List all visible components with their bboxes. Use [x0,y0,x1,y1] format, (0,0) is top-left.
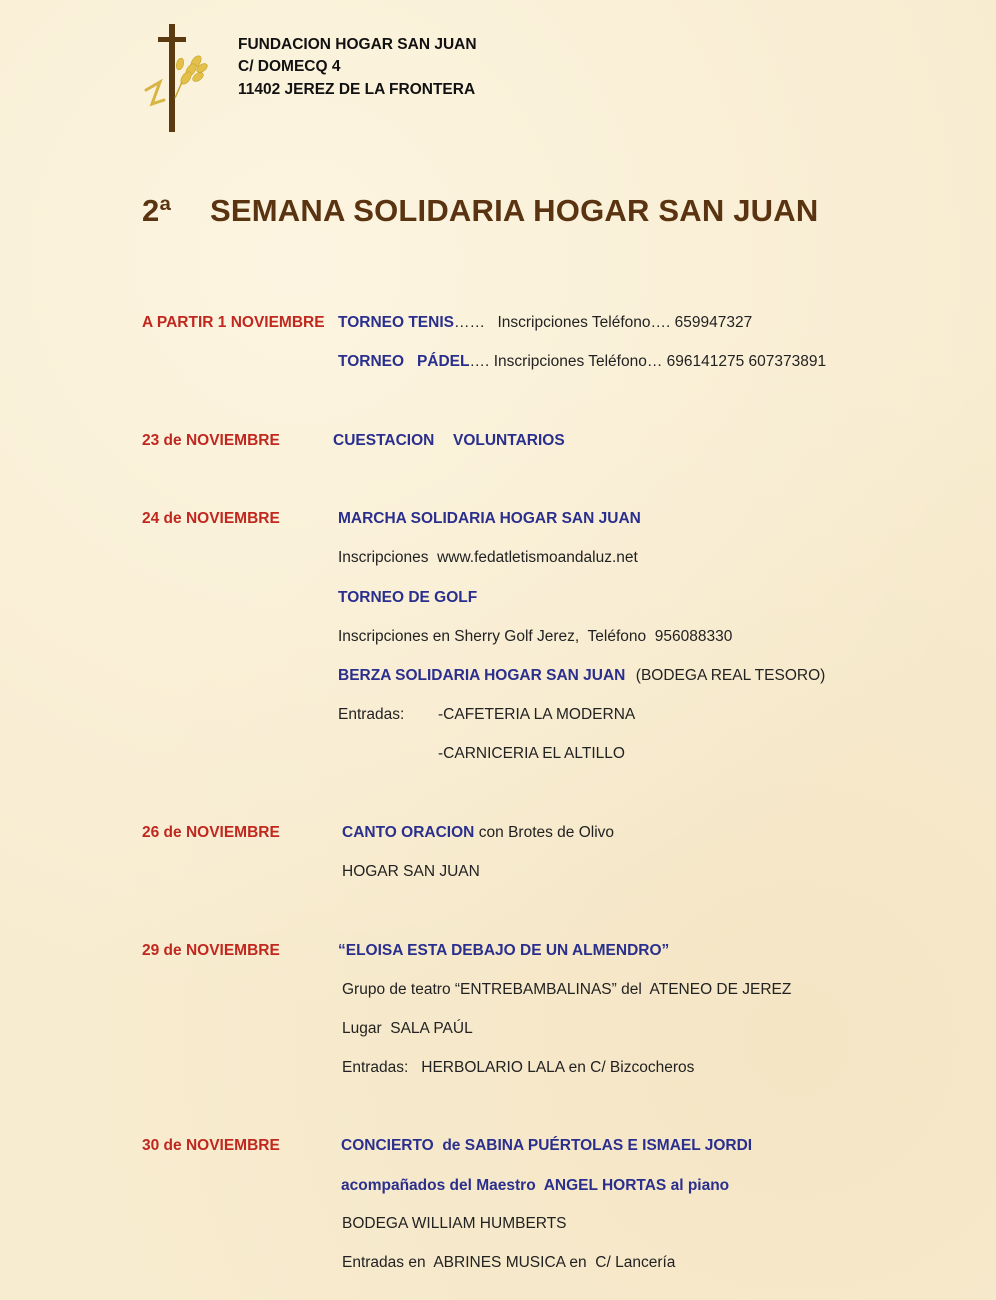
eloisa-tickets: Entradas: HERBOLARIO LALA en C/ Bizcocheros [342,1059,695,1076]
date-nov23: 23 de NOVIEMBRE [142,432,280,449]
org-city: 11402 JEREZ DE LA FRONTERA [238,81,476,98]
event-padel: TORNEO PÁDEL [338,353,470,370]
tenis-dots: …… [453,314,485,331]
date-nov24: 24 de NOVIEMBRE [142,510,280,527]
outlet-carniceria: -CARNICERIA EL ALTILLO [438,745,625,762]
event-concierto: CONCIERTO de SABINA PUÉRTOLAS E ISMAEL JORDI [341,1137,753,1154]
date-nov1: A PARTIR 1 NOVIEMBRE [142,314,325,331]
concierto-place: BODEGA WILLIAM HUMBERTS [342,1215,567,1232]
title-number: 2ª [142,193,172,228]
event-padel-line [338,353,826,371]
berza-venue: (BODEGA REAL TESORO) [635,667,826,684]
event-tenis-line [338,314,752,332]
date-nov30: 30 de NOVIEMBRE [142,1137,280,1154]
outlet-cafeteria: -CAFETERIA LA MODERNA [438,706,636,723]
event-canto-line [342,824,614,842]
event-golf: TORNEO DE GOLF [338,589,478,606]
date-nov26: 26 de NOVIEMBRE [142,824,280,841]
canto-suffix: con Brotes de Olivo [478,824,615,841]
event-eloisa: “ELOISA ESTA DEBAJO DE UN ALMENDRO” [338,942,670,959]
concierto-tickets: Entradas en ABRINES MUSICA en C/ Lancería [342,1254,676,1271]
event-concierto-line2: acompañados del Maestro ANGEL HORTAS al piano [341,1177,730,1194]
cross-wheat-logo-icon [138,20,213,138]
golf-info: Inscripciones en Sherry Golf Jerez, Teléfono 956088330 [338,628,733,645]
event-tenis: TORNEO TENIS [338,314,454,331]
org-address: C/ DOMECQ 4 [238,58,341,75]
padel-dots: …. [469,353,490,370]
event-marcha: MARCHA SOLIDARIA HOGAR SAN JUAN [338,510,641,527]
event-berza: BERZA SOLIDARIA HOGAR SAN JUAN [338,667,626,684]
date-nov29: 29 de NOVIEMBRE [142,942,280,959]
event-canto: CANTO ORACION [342,824,475,841]
tenis-info: Inscripciones Teléfono…. 659947327 [497,314,753,331]
marcha-info: Inscripciones www.fedatletismoandaluz.net [338,549,638,566]
event-berza-line [338,667,825,685]
event-voluntarios: VOLUNTARIOS [453,432,565,449]
canto-place: HOGAR SAN JUAN [342,863,480,880]
eloisa-place: Lugar SALA PAÚL [342,1020,473,1037]
event-cuestacion: CUESTACION [333,432,435,449]
padel-info: Inscripciones Teléfono… 696141275 607373891 [493,353,827,370]
eloisa-group: Grupo de teatro “ENTREBAMBALINAS” del ATENEO DE JEREZ [342,981,792,998]
entradas-label: Entradas: [338,706,405,723]
org-name: FUNDACION HOGAR SAN JUAN [238,36,477,53]
page-title: SEMANA SOLIDARIA HOGAR SAN JUAN [210,193,819,228]
